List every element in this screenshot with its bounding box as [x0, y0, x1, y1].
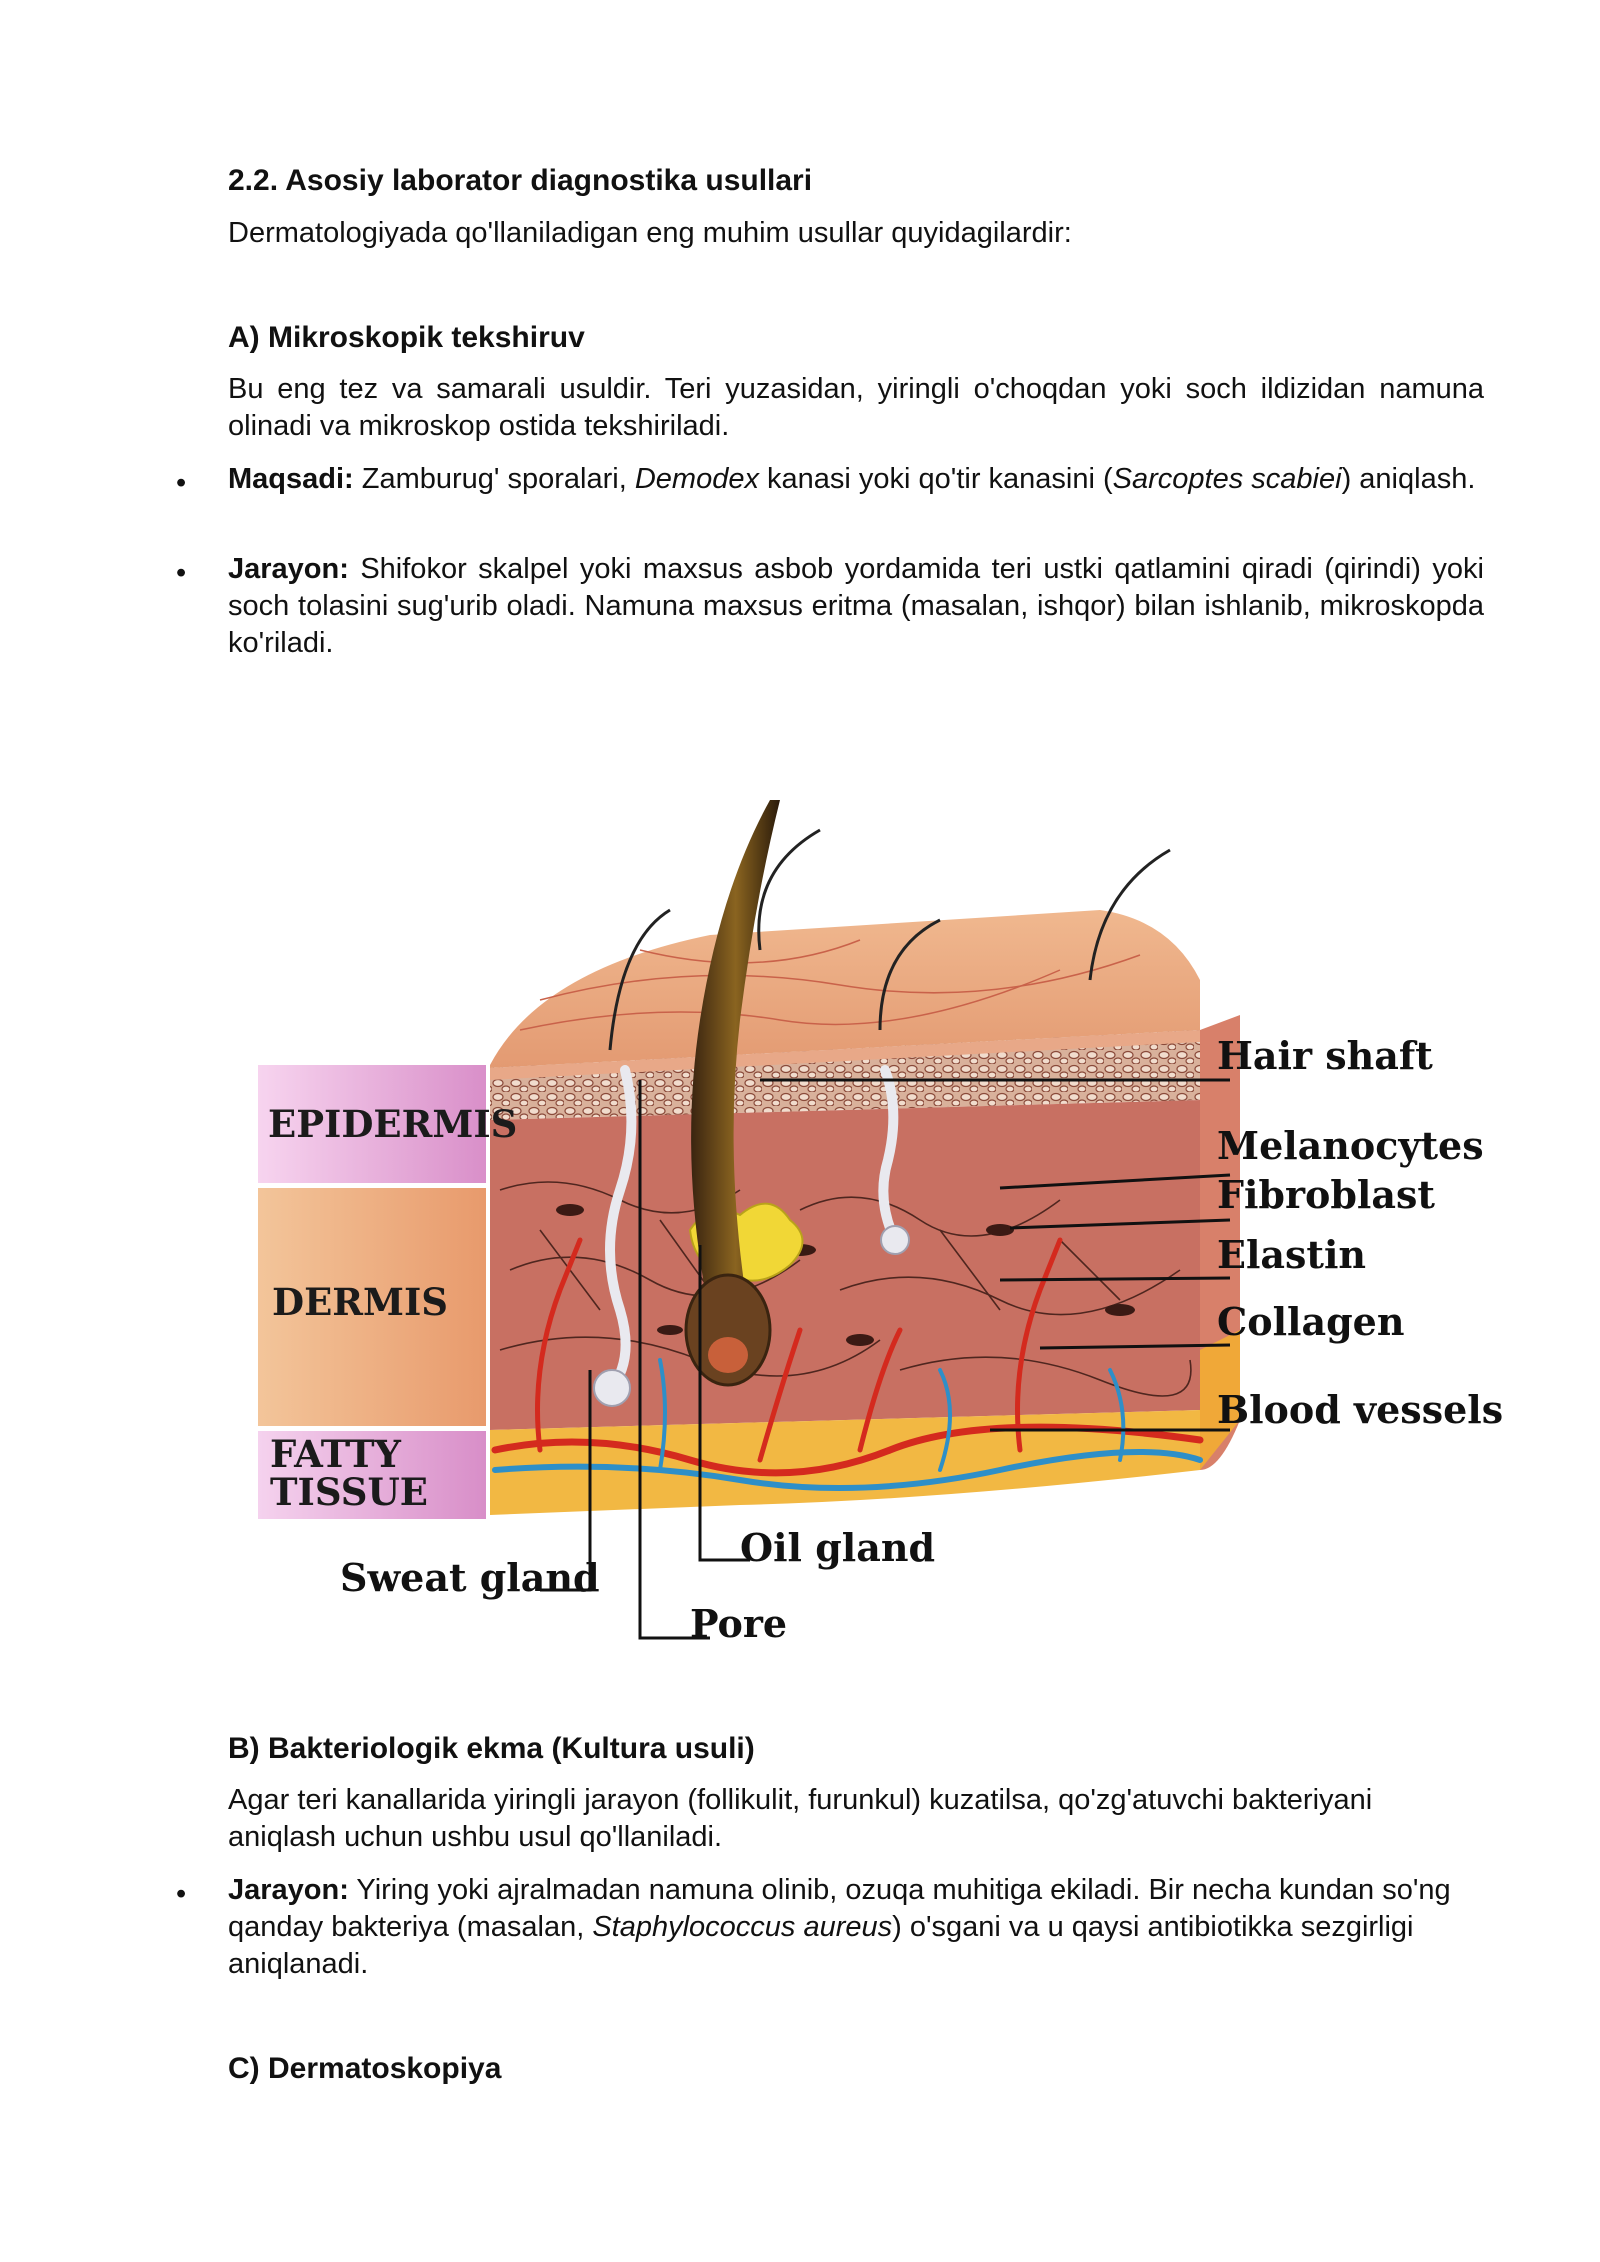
callout-collagen: Collagen: [1217, 1299, 1405, 1344]
callout-elastin: Elastin: [1217, 1232, 1367, 1277]
bullet-marker: •: [176, 1878, 187, 1910]
layer-label-dermis: DERMIS: [272, 1280, 449, 1324]
bullet-lead: Jarayon:: [228, 553, 349, 585]
skin-diagram: [240, 770, 1504, 1670]
layer-label-fatty: FATTY: [270, 1432, 401, 1476]
callout-sweat-gland: Sweat gland: [340, 1555, 600, 1600]
layer-label-tissue: TISSUE: [270, 1470, 428, 1514]
method-a-bullet-purpose: [228, 461, 1484, 498]
callout-pore: Pore: [690, 1601, 788, 1646]
callout-blood-vessels: Blood vessels: [1217, 1387, 1504, 1432]
italic-term: Demodex: [634, 463, 759, 495]
bullet-lead: Jarayon:: [228, 1874, 349, 1906]
layer-label-epidermis: EPIDERMIS: [268, 1102, 518, 1146]
method-b-bullet-process: [228, 1872, 1498, 1983]
callout-hair-shaft: Hair shaft: [1217, 1033, 1433, 1078]
method-b-body: Agar teri kanallarida yiringli jarayon (follikulit, furunkul) kuzatilsa, qo'zg'atuvchi bakteriyani aniqlash uchun ushbu usul qo'llaniladi.: [228, 1784, 1373, 1853]
bullet-text: Zamburug' sporalari,: [353, 463, 635, 495]
method-a-heading: A) Mikroskopik tekshiruv: [228, 321, 585, 354]
callout-fibroblast: Fibroblast: [1217, 1172, 1435, 1217]
method-c-heading: C) Dermatoskopiya: [228, 2052, 502, 2085]
bullet-text: ) aniqlash.: [1341, 463, 1476, 495]
callout-oil-gland: Oil gland: [740, 1525, 936, 1570]
callout-melanocytes: Melanocytes: [1217, 1123, 1484, 1168]
italic-term: Staphylococcus aureus: [592, 1911, 893, 1943]
section-heading: 2.2. Asosiy laborator diagnostika usullari: [228, 164, 813, 197]
bullet-marker: •: [176, 557, 187, 589]
bullet-marker: •: [176, 467, 187, 499]
bullet-text: ) o'sgani va u qaysi antibiotikka sezgirligi aniqlanadi.: [228, 1911, 1414, 1980]
method-a-body: Bu eng tez va samarali usuldir. Teri yuzasidan, yiringli o'choqdan yoki soch ildizidan namuna olinadi va mikroskop ostida tekshiriladi.: [228, 373, 1484, 442]
italic-term: Sarcoptes scabiei: [1112, 463, 1342, 495]
method-b-heading: B) Bakteriologik ekma (Kultura usuli): [228, 1732, 755, 1765]
bullet-text: Yiring yoki ajralmadan namuna olinib, ozuqa muhitiga ekiladi. Bir necha kundan so'ng qanday bakteriya (masalan,: [228, 1874, 1451, 1943]
bullet-lead: Maqsadi:: [228, 463, 354, 495]
method-a-bullet-process: [228, 551, 1484, 662]
bullet-text: kanasi yoki qo'tir kanasini (: [758, 463, 1113, 495]
bullet-text: Shifokor skalpel yoki maxsus asbob yordamida teri ustki qatlamini qiradi (qirindi) yoki soch tolasini sug'urib oladi. Namuna maxsus eritma (masalan, ishqor) bilan ishlanib, mikroskopda ko'riladi.: [228, 553, 1484, 659]
section-intro: Dermatologiyada qo'llaniladigan eng muhim usullar quyidagilardir:: [228, 217, 1072, 249]
